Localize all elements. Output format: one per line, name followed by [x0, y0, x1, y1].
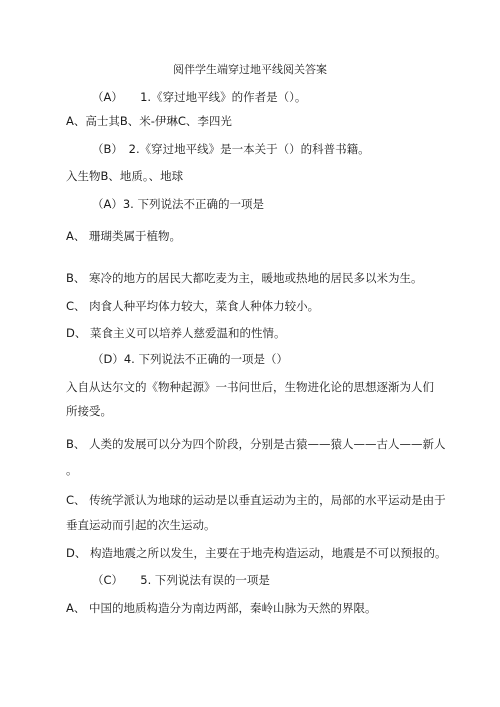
q3-option-d: D、 菜食主义可以培养人慈爱温和的性情。	[66, 326, 286, 340]
q4-option-b: B、 人类的发展可以分为四个阶段，分别是古猿——猿人——古人——新人	[66, 437, 446, 451]
q4-option-c: C、 传统学派认为地球的运动是以垂直运动为主的，局部的水平运动是由于	[66, 493, 446, 507]
q4-option-a-cont: 所接受。	[66, 404, 112, 418]
q2-stem: （B） 2.《穿过地平线》是一本关于（）的科普书籍。	[92, 142, 370, 156]
q4-option-c-cont: 垂直运动而引起的次生运动。	[66, 518, 216, 532]
q3-option-b: B、 寒冷的地方的居民大都吃麦为主，暖地或热地的居民多以米为生。	[66, 271, 423, 285]
q3-stem: （A）3. 下列说法不正确的一项是	[92, 197, 264, 211]
q5-option-a: A、 中国的地质构造分为南边两部，秦岭山脉为天然的界限。	[66, 601, 377, 615]
q4-option-a: 入自从达尔文的《物种起源》一书问世后，生物进化论的思想逐渐为人们	[66, 380, 434, 394]
q4-option-d: D、 构造地震之所以发生，主要在于地壳构造运动，地震是不可以预报的。	[66, 546, 447, 560]
q2-options: 入生物B、地质。、地球	[66, 169, 184, 183]
q1-stem: （A） 1.《穿过地平线》的作者是（）。	[92, 90, 307, 104]
q1-options: A、高士其B、米-伊琳C、李四光	[66, 114, 232, 128]
q3-option-a: A、 珊瑚类属于植物。	[66, 229, 182, 243]
q5-stem: （C） 5. 下列说法有误的一项是	[92, 573, 270, 587]
q4-stem: （D）4. 下列说法不正确的一项是（）	[92, 352, 288, 366]
page-title: 阅伴学生端穿过地平线阅关答案	[173, 63, 327, 76]
q3-option-c: C、 肉食人种平均体力较大，菜食人种体力较小。	[66, 299, 320, 313]
q4-option-b-cont: 。	[66, 463, 78, 477]
